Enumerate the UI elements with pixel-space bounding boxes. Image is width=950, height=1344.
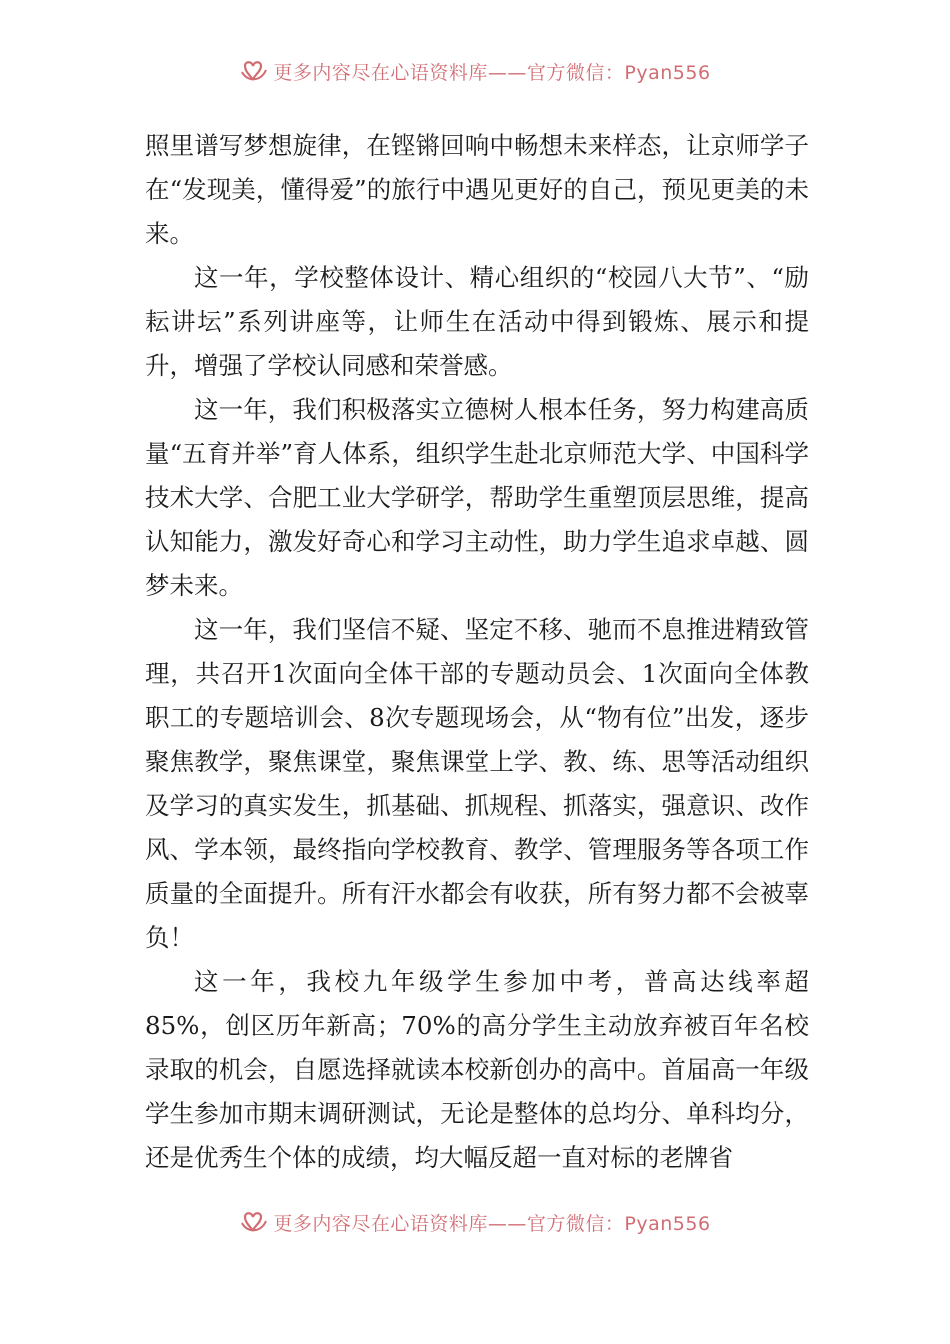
paragraph: 这一年，我们坚信不疑、坚定不移、驰而不息推进精致管理，共召开1次面向全体干部的专题动员会、1次面向全体教职工的专题培训会、8次专题现场会，从“物有位”出发，逐步聚焦教学，聚焦课堂，聚焦课堂上学、教、练、思等活动组织及学习的真实发生，抓基础、抓规程、抓落实，强意识、改作风、学本领，最终指向学校教育、教学、管理服务等各项工作质量的全面提升。所有汗水都会有收获，所有努力都不会被辜负！: [145, 615, 809, 952]
heart-swirl-logo-icon: [239, 58, 269, 84]
watermark-text: 更多内容尽在心语资料库——官方微信：Pyan556: [273, 61, 711, 84]
heart-swirl-logo-icon: [239, 1209, 269, 1235]
paragraph: 这一年，我校九年级学生参加中考，普高达线率超85%，创区历年新高；70%的高分学生主动放弃被百年名校录取的机会，自愿选择就读本校新创办的高中。首届高一年级学生参加市期末调研测试，无论是整体的总均分、单科均分，还是优秀生个体的成绩，均大幅反超一直对标的老牌省: [145, 967, 809, 1172]
footer-watermark: [0, 1207, 950, 1237]
header-watermark: [0, 56, 950, 86]
paragraph: 这一年，我们积极落实立德树人根本任务，努力构建高质量“五育并举”育人体系，组织学生赴北京师范大学、中国科学技术大学、合肥工业大学研学，帮助学生重塑顶层思维，提高认知能力，激发好奇心和学习主动性，助力学生追求卓越、圆梦未来。: [145, 395, 809, 600]
paragraph-continuation: 照里谱写梦想旋律，在铿锵回响中畅想未来样态，让京师学子在“发现美，懂得爱”的旅行中遇见更好的自己，预见更美的未来。: [145, 131, 809, 248]
watermark-text: 更多内容尽在心语资料库——官方微信：Pyan556: [273, 1212, 711, 1235]
body-text: [145, 124, 809, 1180]
paragraph: 这一年，学校整体设计、精心组织的“校园八大节”、“励耘讲坛”系列讲座等，让师生在活动中得到锻炼、展示和提升，增强了学校认同感和荣誉感。: [145, 263, 809, 380]
